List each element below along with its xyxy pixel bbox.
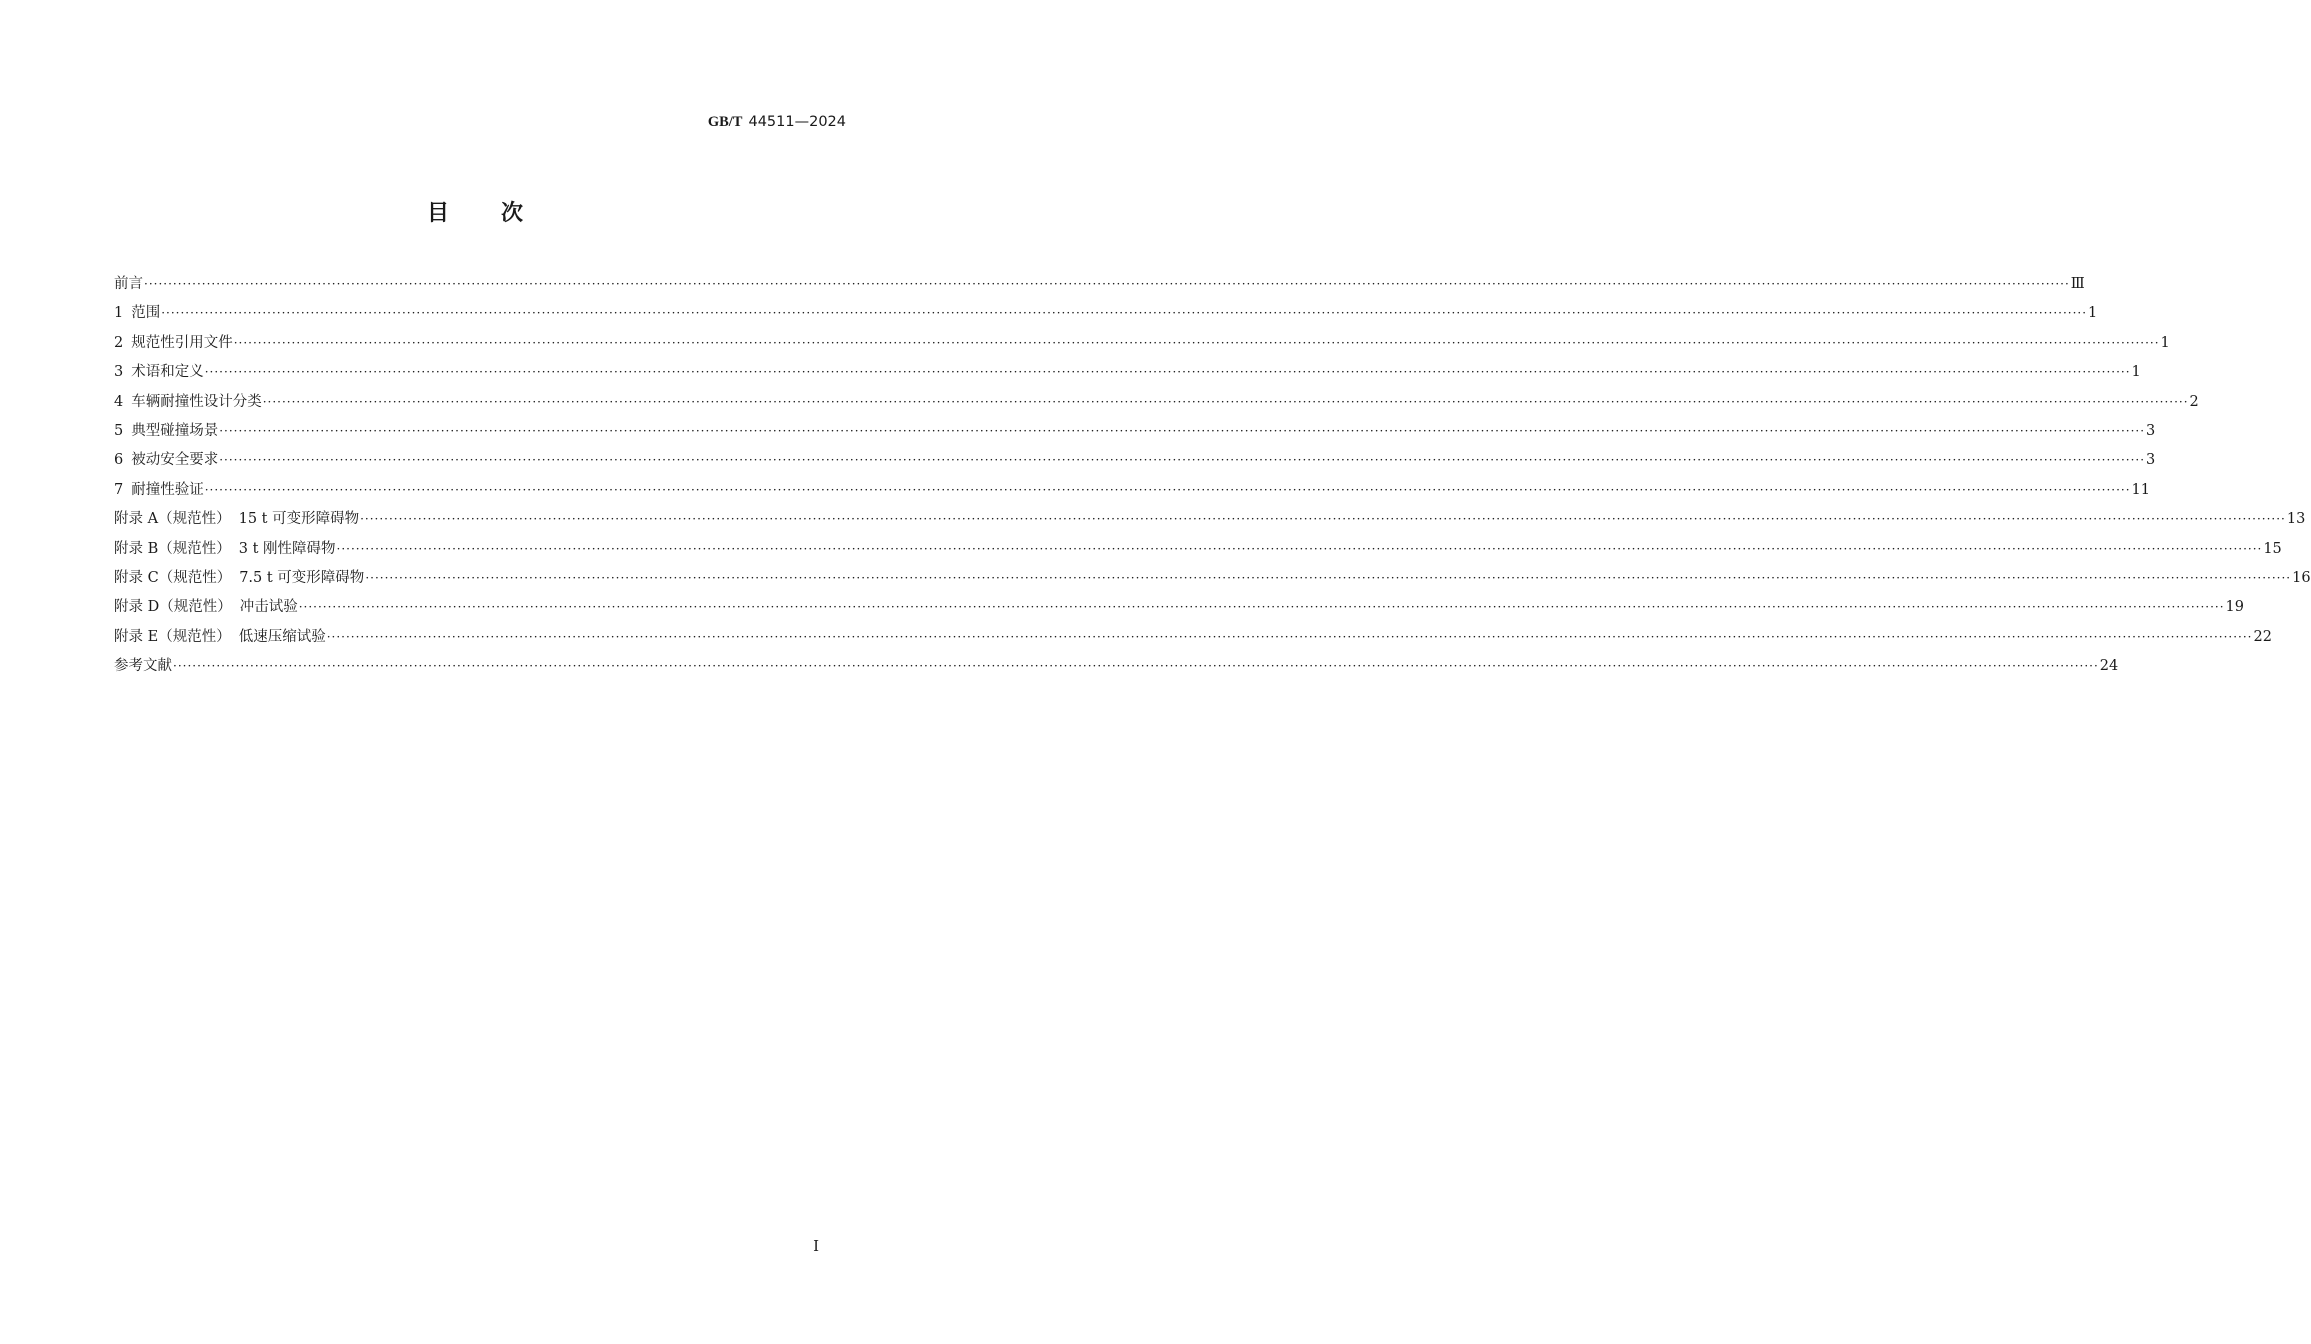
- toc-entry-title: 参考文献: [114, 658, 172, 675]
- toc-leader-dots: ················································································································································································································································································································································································································: [204, 365, 2131, 380]
- toc-list: [114, 272, 2311, 683]
- toc-leader-dots: ················································································································································································································································································································································································································: [360, 512, 2286, 527]
- toc-entry[interactable]: [114, 301, 2098, 330]
- toc-entry-number: 附录 E（规范性）: [114, 628, 231, 645]
- toc-entry[interactable]: [114, 537, 2282, 566]
- toc-entry[interactable]: [114, 419, 2156, 448]
- toc-leader-dots: ················································································································································································································································································································································································································: [365, 570, 2292, 585]
- toc-entry[interactable]: [114, 654, 2119, 683]
- toc-entry-label: [114, 360, 204, 384]
- toc-entry-page: 19: [2225, 599, 2244, 616]
- toc-entry-label: [114, 595, 298, 619]
- toc-entry-title: 15 t 可变形障碍物: [238, 511, 360, 528]
- toc-leader-dots: ················································································································································································································································································································································································································: [173, 659, 2099, 674]
- toc-entry-page: 15: [2263, 540, 2282, 557]
- toc-leader-dots: ················································································································································································································································································································································································································: [326, 629, 2253, 644]
- toc-entry-number: 3: [114, 364, 124, 381]
- toc-entry[interactable]: [114, 625, 2272, 654]
- toc-entry-number: 附录 A（规范性）: [114, 511, 231, 528]
- toc-entry-title: 典型碰撞场景: [131, 422, 219, 439]
- toc-entry-number: 5: [114, 422, 124, 439]
- toc-entry-label: [114, 537, 336, 561]
- toc-entry-number: 4: [114, 393, 124, 410]
- toc-entry-number: 附录 B（规范性）: [114, 540, 231, 557]
- toc-entry[interactable]: [114, 507, 2306, 536]
- standard-code: GB/T: [707, 114, 743, 130]
- toc-entry-page: 1: [2131, 364, 2141, 381]
- toc-entry[interactable]: [114, 595, 2244, 624]
- toc-entry[interactable]: [114, 566, 2311, 595]
- toc-entry-page: Ⅲ: [2070, 276, 2085, 292]
- toc-entry-page: 1: [2088, 305, 2098, 322]
- toc-entry-title: 3 t 刚性障碍物: [238, 540, 336, 557]
- toc-leader-dots: ················································································································································································································································································································································································································: [219, 423, 2146, 438]
- page-number: Ⅰ: [813, 1239, 819, 1255]
- toc-leader-dots: ················································································································································································································································································································································································································: [204, 482, 2131, 497]
- toc-entry-label: [114, 507, 359, 531]
- toc-leader-dots: ················································································································································································································································································································································································································: [233, 335, 2160, 350]
- toc-entry-label: [114, 654, 172, 678]
- toc-entry-page: 24: [2099, 658, 2119, 675]
- toc-entry-label: [114, 419, 218, 443]
- toc-entry-title: 前言: [114, 276, 143, 292]
- toc-entry-number: 附录 C（规范性）: [114, 569, 232, 586]
- standard-number: [708, 114, 846, 131]
- toc-entry-label: [114, 301, 160, 325]
- toc-entry-label: [114, 272, 143, 296]
- toc-entry-title: 7.5 t 可变形障碍物: [239, 569, 365, 586]
- toc-entry-label: [114, 390, 262, 414]
- toc-entry-title: 范围: [131, 305, 161, 322]
- toc-entry-label: [114, 625, 326, 649]
- toc-entry[interactable]: [114, 331, 2170, 360]
- toc-entry-number: 附录 D（规范性）: [114, 599, 232, 616]
- toc-entry[interactable]: [114, 360, 2141, 389]
- toc-entry-title: 规范性引用文件: [131, 334, 233, 351]
- toc-leader-dots: ················································································································································································································································································································································································································: [219, 453, 2146, 468]
- toc-entry-title: 术语和定义: [131, 364, 204, 381]
- toc-entry-page: 16: [2292, 569, 2311, 586]
- toc-entry-label: [114, 331, 233, 355]
- toc-title: 目次: [426, 201, 575, 226]
- toc-entry-page: 1: [2160, 334, 2170, 351]
- toc-entry-page: 2: [2189, 393, 2199, 410]
- toc-leader-dots: ················································································································································································································································································································································································································: [336, 541, 2263, 556]
- toc-entry-label: [114, 478, 204, 502]
- toc-entry-title: 被动安全要求: [131, 452, 219, 469]
- toc-leader-dots: ················································································································································································································································································································································································································: [161, 306, 2088, 321]
- toc-entry-page: 3: [2146, 422, 2156, 439]
- toc-entry-number: 1: [114, 305, 124, 322]
- toc-entry-page: 13: [2286, 511, 2306, 528]
- toc-entry-label: [114, 448, 218, 472]
- toc-entry[interactable]: [114, 390, 2199, 419]
- toc-entry-label: [114, 566, 364, 590]
- toc-entry-title: 冲击试验: [239, 599, 298, 616]
- standard-number-value: 44511—2024: [748, 114, 846, 130]
- toc-entry-title: 车辆耐撞性设计分类: [131, 393, 262, 410]
- toc-entry[interactable]: [114, 272, 2085, 301]
- toc-entry-title: 耐撞性验证: [131, 481, 204, 498]
- toc-entry-page: 22: [2253, 628, 2272, 645]
- toc-leader-dots: ················································································································································································································································································································································································································: [144, 277, 2070, 291]
- toc-entry-title: 低速压缩试验: [238, 628, 326, 645]
- toc-entry-number: 2: [114, 334, 124, 351]
- toc-entry-page: 11: [2131, 481, 2150, 498]
- toc-entry[interactable]: [114, 448, 2156, 477]
- toc-leader-dots: ················································································································································································································································································································································································································: [298, 600, 2225, 615]
- toc-entry[interactable]: [114, 478, 2150, 507]
- toc-leader-dots: ················································································································································································································································································································································································································: [262, 394, 2189, 409]
- toc-entry-number: 7: [114, 481, 124, 498]
- toc-entry-number: 6: [114, 452, 124, 469]
- toc-entry-page: 3: [2146, 452, 2156, 469]
